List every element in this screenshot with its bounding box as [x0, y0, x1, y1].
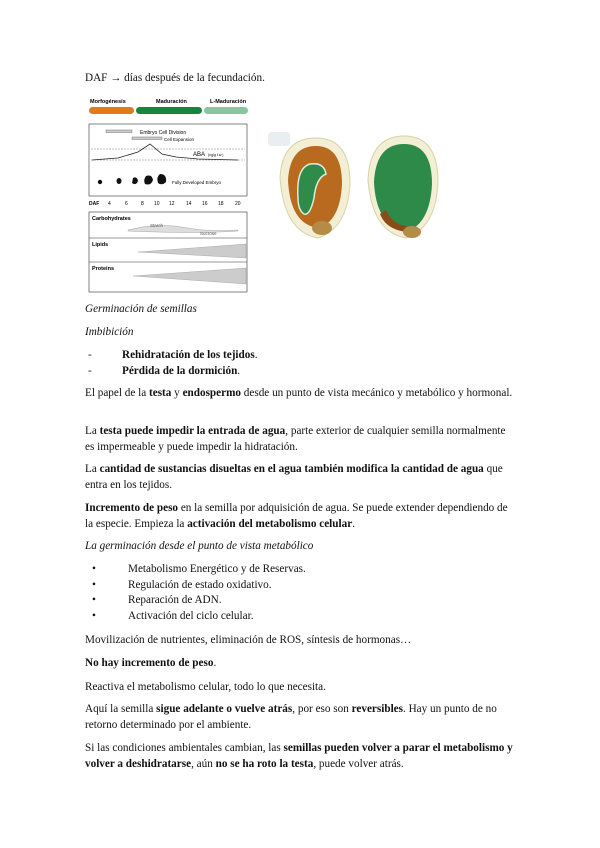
svg-text:14: 14	[186, 201, 192, 207]
heading-imbibicion: Imbibición	[85, 326, 134, 338]
paragraph-2: La testa puede impedir la entrada de agua, parte exterior de cualquier semilla normalmente es impermeable y puede impedir la hidratación.	[85, 425, 506, 453]
paragraph-4: Incremento de peso en la semilla por adquisición de agua. Se puede extender dependiendo de la especie. Empieza la activación del metabolismo celular.	[85, 502, 508, 530]
phase-label-l-maduracion: L-Maduración	[210, 99, 247, 105]
bullet-list	[106, 562, 306, 624]
embryo-division-label: Embryo Cell Division	[140, 130, 187, 136]
paragraph-7: Reactiva el metabolismo celular, todo lo que necesita.	[85, 681, 326, 693]
daf-axis-label: DAF	[89, 201, 100, 207]
svg-text:12: 12	[169, 201, 175, 207]
starch-label: Starch	[150, 223, 164, 228]
paragraph-3: La cantidad de sustancias disueltas en el agua también modifica la cantidad de agua que entra en los tejidos.	[85, 463, 503, 491]
embryo-shapes	[98, 174, 166, 185]
arrow-icon: →	[110, 72, 122, 84]
paragraph-9: Si las condiciones ambientales cambian, las semillas pueden volver a parar el metabolismo y volver a deshidratarse, aún no se ha roto la testa, puede volver atrás.	[85, 742, 513, 770]
carbohydrates-label: Carbohydrates	[92, 216, 131, 222]
fully-developed-label: Fully Developed Embryo	[172, 180, 222, 185]
svg-text:4: 4	[108, 201, 111, 207]
sucrose-label: Sucrose	[200, 231, 217, 236]
lipids-label: Lipids	[92, 242, 109, 248]
paragraph-1: El papel de la testa y endospermo desde un punto de vista mecánico y metabólico y hormonal.	[85, 387, 513, 399]
intro-line: DAF → días después de la fecundación.	[85, 72, 265, 84]
svg-text:6: 6	[125, 201, 128, 207]
proteins-label: Proteins	[92, 266, 115, 272]
cell-expansion-bar	[132, 137, 162, 140]
seed-development-figure	[88, 94, 252, 294]
svg-text:20: 20	[235, 201, 241, 207]
phase-bar-l-maduracion	[204, 107, 248, 114]
aba-curve	[92, 144, 238, 160]
aba-unit-label: (ng/g f.w.)	[208, 153, 224, 157]
list-item: • Activación del ciclo celular.	[106, 609, 306, 625]
placeholder-box	[268, 132, 290, 146]
paragraph-6: No hay incremento de peso.	[85, 657, 217, 669]
phase-bar-morfogenesis	[89, 107, 134, 114]
heading-metabolico: La germinación desde el punto de vista metabólico	[85, 540, 314, 552]
aba-label: ABA	[193, 152, 206, 158]
list-item: • Regulación de estado oxidativo.	[106, 578, 306, 594]
svg-text:10: 10	[154, 201, 160, 207]
dash-list	[100, 348, 258, 379]
list-item: • Reparación de ADN.	[106, 593, 306, 609]
list-item: • Metabolismo Energético y de Reservas.	[106, 562, 306, 578]
svg-text:18: 18	[218, 201, 224, 207]
seed-mature-icon	[368, 136, 438, 238]
list-item: - Rehidratación de los tejidos.	[100, 348, 258, 364]
phase-labels	[90, 99, 247, 105]
heading-germinacion: Germinación de semillas	[85, 303, 197, 315]
seed-cross-sections	[268, 128, 448, 246]
cell-expansion-label: Cell Expansion	[164, 137, 195, 142]
day-ticks	[108, 201, 241, 207]
phase-bar-maduracion	[136, 107, 202, 114]
list-item: - Pérdida de la dormición.	[100, 364, 258, 380]
paragraph-8: Aquí la semilla sigue adelante o vuelve atrás, por eso son reversibles. Hay un punto de no retorno determinado por el ambiente.	[85, 703, 497, 731]
svg-text:8: 8	[141, 201, 144, 207]
paragraph-5: Movilización de nutrientes, eliminación de ROS, síntesis de hormonas…	[85, 634, 412, 646]
seed-early-icon	[280, 138, 350, 238]
svg-text:16: 16	[202, 201, 208, 207]
phase-label-morfogenesis: Morfogénesis	[90, 99, 126, 105]
phase-label-maduracion: Maduración	[156, 99, 187, 105]
embryo-division-bar	[106, 130, 132, 133]
